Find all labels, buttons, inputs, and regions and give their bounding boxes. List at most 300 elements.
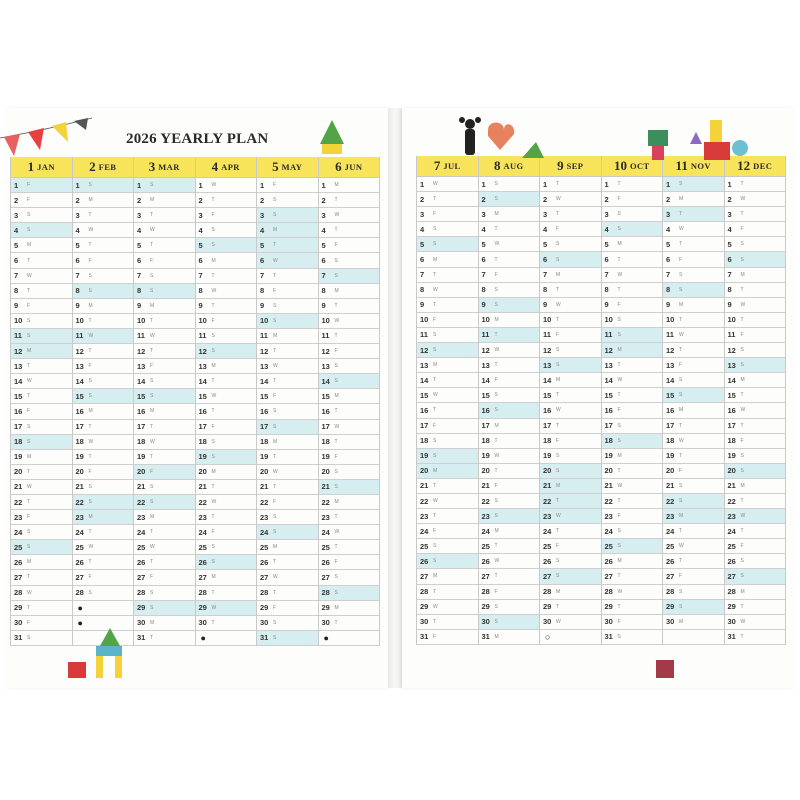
day-cell[interactable] [257, 374, 318, 389]
day-cell[interactable] [319, 510, 380, 525]
day-cell[interactable] [319, 404, 380, 419]
day-cell[interactable] [11, 329, 72, 344]
day-cell[interactable] [663, 252, 724, 267]
day-cell[interactable] [540, 464, 601, 479]
day-cell[interactable] [479, 328, 540, 343]
day-cell[interactable] [134, 284, 195, 299]
day-cell[interactable] [11, 616, 72, 631]
day-cell[interactable] [257, 420, 318, 435]
day-cell[interactable] [196, 314, 257, 329]
day-cell[interactable] [663, 328, 724, 343]
day-cell[interactable] [196, 299, 257, 314]
day-cell[interactable] [725, 403, 786, 418]
day-cell[interactable] [602, 207, 663, 222]
day-cell[interactable] [73, 193, 134, 208]
day-cell[interactable] [11, 480, 72, 495]
day-cell[interactable] [663, 615, 724, 630]
day-cell[interactable] [602, 494, 663, 509]
day-cell[interactable] [134, 540, 195, 555]
day-cell[interactable] [73, 284, 134, 299]
day-cell[interactable] [73, 525, 134, 540]
day-cell[interactable] [479, 207, 540, 222]
day-cell[interactable] [134, 389, 195, 404]
day-cell[interactable] [663, 434, 724, 449]
day-cell[interactable] [257, 253, 318, 268]
day-cell[interactable] [417, 585, 478, 600]
day-cell[interactable] [725, 313, 786, 328]
day-cell[interactable] [319, 570, 380, 585]
day-cell[interactable] [134, 269, 195, 284]
day-cell[interactable] [196, 510, 257, 525]
day-cell[interactable] [73, 465, 134, 480]
day-cell[interactable] [134, 525, 195, 540]
day-cell[interactable] [196, 616, 257, 631]
day-cell[interactable] [11, 404, 72, 419]
day-cell[interactable] [663, 600, 724, 615]
day-cell[interactable] [602, 343, 663, 358]
day-cell[interactable] [319, 601, 380, 616]
day-cell[interactable] [417, 313, 478, 328]
day-cell[interactable] [417, 494, 478, 509]
day-cell[interactable] [725, 268, 786, 283]
day-cell[interactable] [417, 237, 478, 252]
day-cell[interactable] [479, 479, 540, 494]
day-cell[interactable] [602, 177, 663, 192]
day-cell[interactable] [540, 554, 601, 569]
day-cell[interactable] [257, 314, 318, 329]
day-cell[interactable] [134, 299, 195, 314]
day-cell[interactable] [134, 465, 195, 480]
day-cell[interactable] [417, 539, 478, 554]
day-cell[interactable] [540, 600, 601, 615]
day-cell[interactable] [11, 435, 72, 450]
day-cell[interactable] [540, 343, 601, 358]
day-cell[interactable] [602, 585, 663, 600]
day-cell[interactable] [417, 479, 478, 494]
day-cell[interactable] [540, 449, 601, 464]
day-cell[interactable] [257, 329, 318, 344]
day-cell[interactable] [319, 284, 380, 299]
day-cell[interactable] [417, 524, 478, 539]
day-cell[interactable] [257, 510, 318, 525]
day-cell[interactable] [417, 419, 478, 434]
day-cell[interactable] [11, 540, 72, 555]
day-cell[interactable] [602, 524, 663, 539]
day-cell[interactable] [540, 328, 601, 343]
day-cell[interactable] [479, 268, 540, 283]
day-cell[interactable] [11, 223, 72, 238]
day-cell[interactable] [479, 177, 540, 192]
day-cell[interactable] [257, 284, 318, 299]
day-cell[interactable] [73, 510, 134, 525]
day-cell[interactable] [479, 569, 540, 584]
day-cell[interactable] [540, 373, 601, 388]
day-cell[interactable] [257, 269, 318, 284]
day-cell[interactable] [602, 479, 663, 494]
day-cell[interactable] [417, 192, 478, 207]
day-cell[interactable] [725, 524, 786, 539]
day-cell[interactable] [319, 178, 380, 193]
day-cell[interactable] [257, 525, 318, 540]
day-cell[interactable] [417, 298, 478, 313]
day-cell[interactable] [73, 450, 134, 465]
day-cell[interactable] [663, 464, 724, 479]
day-cell[interactable] [417, 328, 478, 343]
day-cell[interactable] [11, 510, 72, 525]
day-cell[interactable] [417, 615, 478, 630]
day-cell[interactable] [602, 373, 663, 388]
day-cell[interactable] [663, 419, 724, 434]
day-cell[interactable] [602, 554, 663, 569]
day-cell[interactable] [725, 328, 786, 343]
day-cell[interactable] [196, 435, 257, 450]
day-cell[interactable] [602, 252, 663, 267]
day-cell[interactable] [540, 419, 601, 434]
day-cell[interactable] [725, 419, 786, 434]
day-cell[interactable] [73, 178, 134, 193]
day-cell[interactable] [663, 268, 724, 283]
day-cell[interactable] [540, 358, 601, 373]
day-cell[interactable] [479, 509, 540, 524]
day-cell[interactable] [11, 374, 72, 389]
day-cell[interactable] [417, 388, 478, 403]
day-cell[interactable] [602, 283, 663, 298]
day-cell[interactable] [417, 554, 478, 569]
day-cell[interactable] [11, 525, 72, 540]
day-cell[interactable] [196, 389, 257, 404]
day-cell[interactable] [540, 569, 601, 584]
day-cell[interactable] [725, 494, 786, 509]
day-cell[interactable] [257, 344, 318, 359]
day-cell[interactable] [479, 419, 540, 434]
day-cell[interactable] [540, 283, 601, 298]
day-cell[interactable] [540, 434, 601, 449]
day-cell[interactable] [540, 268, 601, 283]
day-cell[interactable] [134, 570, 195, 585]
day-cell[interactable] [73, 359, 134, 374]
day-cell[interactable] [725, 479, 786, 494]
day-cell[interactable] [73, 586, 134, 601]
day-cell[interactable] [319, 420, 380, 435]
day-cell[interactable] [196, 570, 257, 585]
day-cell[interactable] [725, 207, 786, 222]
day-cell[interactable] [663, 449, 724, 464]
day-cell[interactable] [257, 465, 318, 480]
day-cell[interactable] [73, 329, 134, 344]
day-cell[interactable] [725, 464, 786, 479]
day-cell[interactable] [319, 540, 380, 555]
day-cell[interactable] [479, 585, 540, 600]
day-cell[interactable] [73, 238, 134, 253]
day-cell[interactable] [479, 343, 540, 358]
day-cell[interactable] [417, 373, 478, 388]
day-cell[interactable] [725, 449, 786, 464]
day-cell[interactable] [602, 434, 663, 449]
day-cell[interactable] [11, 586, 72, 601]
day-cell[interactable] [602, 615, 663, 630]
day-cell[interactable] [257, 223, 318, 238]
day-cell[interactable] [663, 283, 724, 298]
day-cell[interactable] [663, 313, 724, 328]
day-cell[interactable] [417, 569, 478, 584]
day-cell[interactable] [725, 630, 786, 645]
day-cell[interactable] [725, 343, 786, 358]
day-cell[interactable] [11, 555, 72, 570]
day-cell[interactable] [602, 403, 663, 418]
day-cell[interactable] [134, 480, 195, 495]
day-cell[interactable] [257, 480, 318, 495]
day-cell[interactable] [479, 539, 540, 554]
day-cell[interactable] [134, 208, 195, 223]
day-cell[interactable] [319, 329, 380, 344]
day-cell[interactable] [417, 207, 478, 222]
day-cell[interactable] [602, 539, 663, 554]
day-cell[interactable] [479, 283, 540, 298]
day-cell[interactable] [602, 192, 663, 207]
day-cell[interactable] [417, 252, 478, 267]
day-cell[interactable] [602, 509, 663, 524]
day-cell[interactable] [479, 192, 540, 207]
day-cell[interactable] [257, 389, 318, 404]
day-cell[interactable] [540, 252, 601, 267]
day-cell[interactable] [417, 358, 478, 373]
day-cell[interactable] [417, 343, 478, 358]
day-cell[interactable] [319, 435, 380, 450]
day-cell[interactable] [479, 222, 540, 237]
day-cell[interactable] [11, 208, 72, 223]
day-cell[interactable] [73, 495, 134, 510]
day-cell[interactable] [540, 177, 601, 192]
day-cell[interactable] [725, 509, 786, 524]
day-cell[interactable] [257, 540, 318, 555]
day-cell[interactable] [479, 554, 540, 569]
day-cell[interactable] [73, 223, 134, 238]
day-cell[interactable] [540, 403, 601, 418]
day-cell[interactable] [663, 554, 724, 569]
day-cell[interactable] [602, 298, 663, 313]
day-cell[interactable] [725, 615, 786, 630]
day-cell[interactable] [663, 177, 724, 192]
day-cell[interactable] [11, 450, 72, 465]
day-cell[interactable] [663, 509, 724, 524]
day-cell[interactable] [11, 495, 72, 510]
day-cell[interactable] [663, 494, 724, 509]
day-cell[interactable] [319, 586, 380, 601]
day-cell[interactable] [725, 298, 786, 313]
day-cell[interactable] [196, 253, 257, 268]
day-cell[interactable] [540, 615, 601, 630]
day-cell[interactable] [725, 554, 786, 569]
day-cell[interactable] [257, 616, 318, 631]
day-cell[interactable] [725, 569, 786, 584]
day-cell[interactable] [134, 223, 195, 238]
day-cell[interactable] [663, 192, 724, 207]
day-cell[interactable] [417, 403, 478, 418]
day-cell[interactable] [196, 420, 257, 435]
day-cell[interactable] [257, 193, 318, 208]
day-cell[interactable] [196, 555, 257, 570]
day-cell[interactable] [725, 283, 786, 298]
day-cell[interactable] [540, 388, 601, 403]
day-cell[interactable] [319, 465, 380, 480]
day-cell[interactable] [11, 314, 72, 329]
day-cell[interactable] [319, 631, 380, 646]
day-cell[interactable] [11, 284, 72, 299]
day-cell[interactable] [479, 600, 540, 615]
day-cell[interactable] [196, 178, 257, 193]
day-cell[interactable] [602, 419, 663, 434]
day-cell[interactable] [479, 358, 540, 373]
day-cell[interactable] [663, 207, 724, 222]
day-cell[interactable] [196, 525, 257, 540]
day-cell[interactable] [602, 328, 663, 343]
day-cell[interactable] [134, 586, 195, 601]
day-cell[interactable] [73, 344, 134, 359]
day-cell[interactable] [319, 344, 380, 359]
day-cell[interactable] [319, 253, 380, 268]
day-cell[interactable] [134, 329, 195, 344]
day-cell[interactable] [540, 237, 601, 252]
day-cell[interactable] [602, 268, 663, 283]
day-cell[interactable] [134, 555, 195, 570]
day-cell[interactable] [257, 238, 318, 253]
day-cell[interactable] [73, 420, 134, 435]
day-cell[interactable] [725, 373, 786, 388]
day-cell[interactable] [11, 299, 72, 314]
day-cell[interactable] [134, 359, 195, 374]
day-cell[interactable] [417, 630, 478, 645]
day-cell[interactable] [134, 616, 195, 631]
day-cell[interactable] [725, 252, 786, 267]
day-cell[interactable] [663, 569, 724, 584]
day-cell[interactable] [73, 570, 134, 585]
day-cell[interactable] [319, 389, 380, 404]
day-cell[interactable] [196, 495, 257, 510]
day-cell[interactable] [602, 569, 663, 584]
day-cell[interactable] [73, 374, 134, 389]
day-cell[interactable] [417, 283, 478, 298]
day-cell[interactable] [479, 298, 540, 313]
day-cell[interactable] [725, 388, 786, 403]
day-cell[interactable] [417, 509, 478, 524]
day-cell[interactable] [257, 299, 318, 314]
day-cell[interactable] [663, 479, 724, 494]
day-cell[interactable] [73, 389, 134, 404]
day-cell[interactable] [663, 237, 724, 252]
day-cell[interactable] [725, 585, 786, 600]
day-cell[interactable] [11, 420, 72, 435]
day-cell[interactable] [73, 314, 134, 329]
day-cell[interactable] [11, 178, 72, 193]
day-cell[interactable] [319, 616, 380, 631]
day-cell[interactable] [134, 193, 195, 208]
day-cell[interactable] [540, 539, 601, 554]
day-cell[interactable] [319, 193, 380, 208]
day-cell[interactable] [602, 449, 663, 464]
day-cell[interactable] [417, 434, 478, 449]
day-cell[interactable] [196, 359, 257, 374]
day-cell[interactable] [479, 630, 540, 645]
day-cell[interactable] [602, 313, 663, 328]
day-cell[interactable] [11, 389, 72, 404]
day-cell[interactable] [663, 222, 724, 237]
day-cell[interactable] [540, 524, 601, 539]
day-cell[interactable] [479, 494, 540, 509]
day-cell[interactable] [196, 404, 257, 419]
day-cell[interactable] [73, 480, 134, 495]
day-cell[interactable] [319, 450, 380, 465]
day-cell[interactable] [196, 223, 257, 238]
day-cell[interactable] [134, 450, 195, 465]
day-cell[interactable] [257, 631, 318, 646]
day-cell[interactable] [663, 630, 724, 645]
day-cell[interactable] [479, 403, 540, 418]
day-cell[interactable] [479, 524, 540, 539]
day-cell[interactable] [540, 630, 601, 645]
day-cell[interactable] [257, 570, 318, 585]
day-cell[interactable] [257, 359, 318, 374]
day-cell[interactable] [11, 193, 72, 208]
day-cell[interactable] [196, 269, 257, 284]
day-cell[interactable] [134, 601, 195, 616]
day-cell[interactable] [540, 207, 601, 222]
day-cell[interactable] [319, 208, 380, 223]
day-cell[interactable] [663, 373, 724, 388]
day-cell[interactable] [725, 434, 786, 449]
day-cell[interactable] [196, 601, 257, 616]
day-cell[interactable] [417, 268, 478, 283]
day-cell[interactable] [319, 238, 380, 253]
day-cell[interactable] [11, 238, 72, 253]
day-cell[interactable] [663, 298, 724, 313]
day-cell[interactable] [479, 237, 540, 252]
day-cell[interactable] [196, 344, 257, 359]
day-cell[interactable] [417, 464, 478, 479]
day-cell[interactable] [73, 269, 134, 284]
day-cell[interactable] [196, 631, 257, 646]
day-cell[interactable] [479, 313, 540, 328]
day-cell[interactable] [540, 585, 601, 600]
day-cell[interactable] [134, 178, 195, 193]
day-cell[interactable] [319, 525, 380, 540]
day-cell[interactable] [725, 600, 786, 615]
day-cell[interactable] [257, 435, 318, 450]
day-cell[interactable] [196, 586, 257, 601]
day-cell[interactable] [602, 464, 663, 479]
day-cell[interactable] [73, 435, 134, 450]
day-cell[interactable] [319, 299, 380, 314]
day-cell[interactable] [73, 601, 134, 616]
day-cell[interactable] [479, 388, 540, 403]
day-cell[interactable] [134, 404, 195, 419]
day-cell[interactable] [73, 208, 134, 223]
day-cell[interactable] [540, 298, 601, 313]
day-cell[interactable] [725, 222, 786, 237]
day-cell[interactable] [319, 374, 380, 389]
day-cell[interactable] [540, 192, 601, 207]
day-cell[interactable] [479, 464, 540, 479]
day-cell[interactable] [73, 540, 134, 555]
day-cell[interactable] [11, 631, 72, 646]
day-cell[interactable] [196, 238, 257, 253]
day-cell[interactable] [663, 388, 724, 403]
day-cell[interactable] [417, 222, 478, 237]
day-cell[interactable] [134, 314, 195, 329]
day-cell[interactable] [257, 586, 318, 601]
day-cell[interactable] [11, 269, 72, 284]
day-cell[interactable] [196, 374, 257, 389]
day-cell[interactable] [196, 450, 257, 465]
